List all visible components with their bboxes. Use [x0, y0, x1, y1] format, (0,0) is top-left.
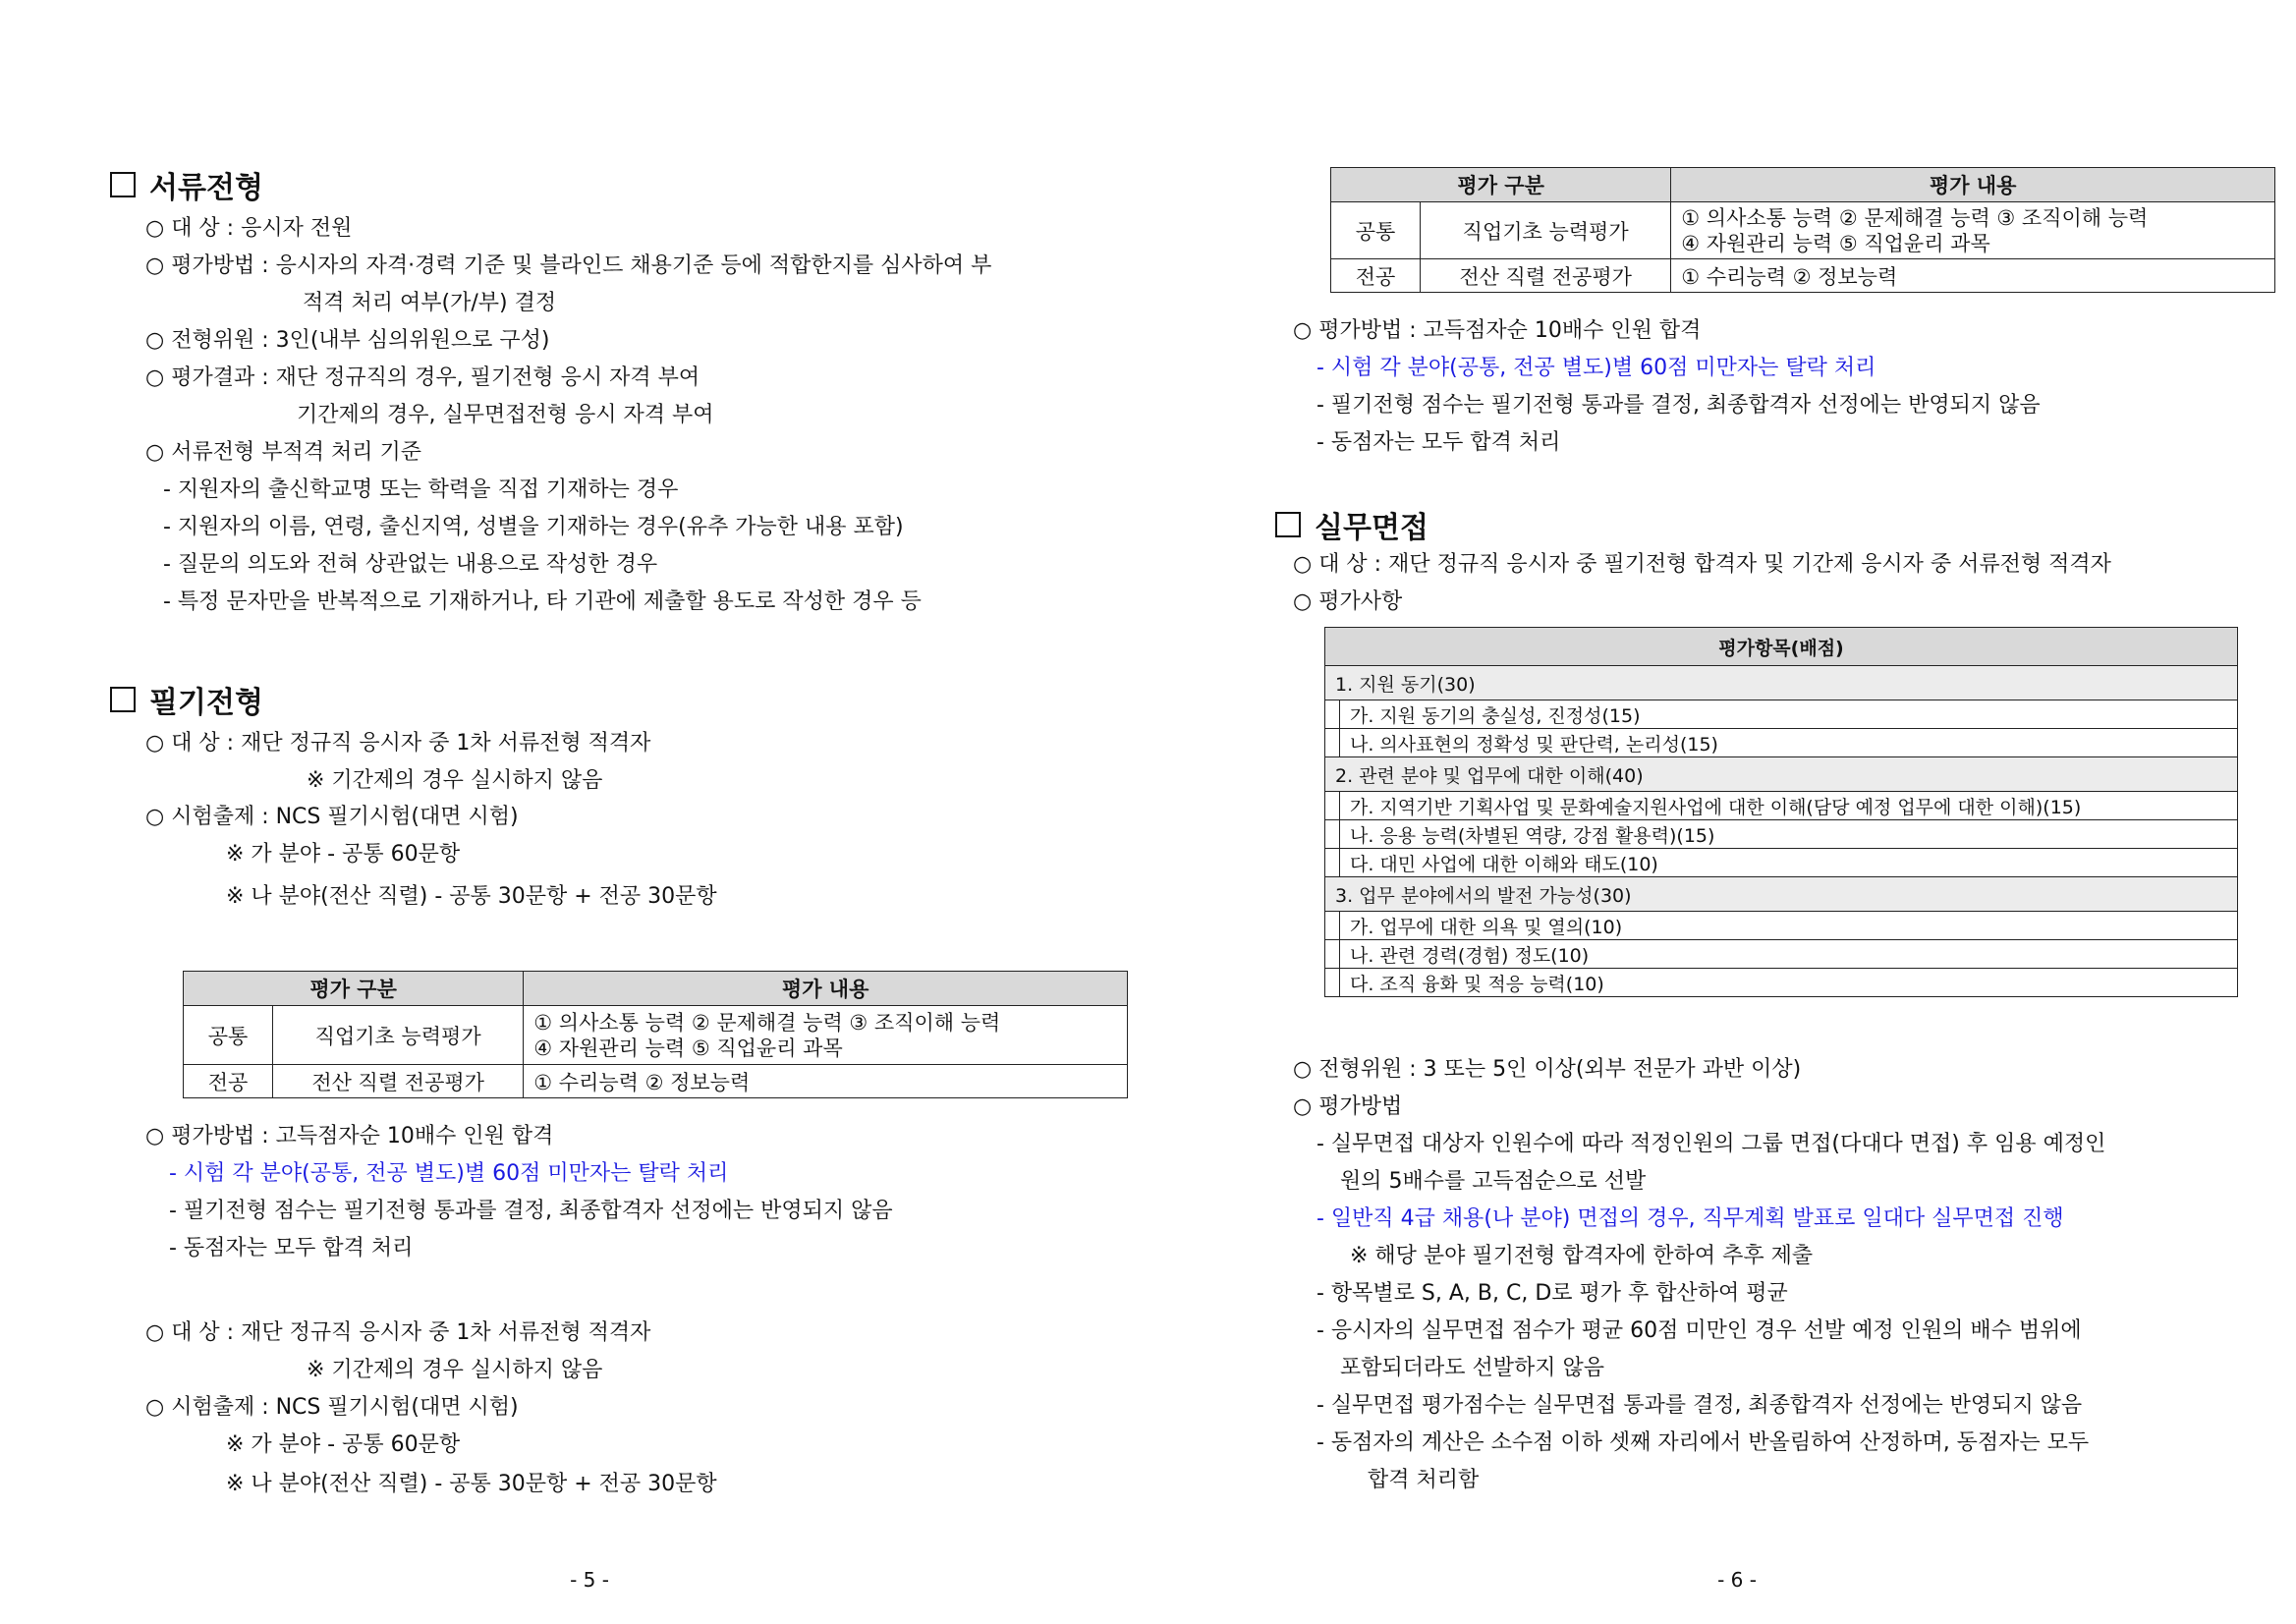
text-line: ○ 시험출제 : NCS 필기시험(대면 시험) [145, 1395, 519, 1420]
category-row: 3. 업무 분야에서의 발전 가능성(30) [1325, 877, 2238, 912]
page-number: - 5 - [570, 1568, 609, 1592]
checkbox-icon [110, 172, 136, 197]
text-line: 적격 처리 여부(가/부) 결정 [303, 291, 557, 315]
text-line: ○ 평가방법 : 응시자의 자격·경력 기준 및 블라인드 채용기준 등에 적합한지를 심사하여 부 [145, 253, 992, 278]
text-line: ○ 평가사항 [1293, 589, 1403, 614]
dash-line-continued: 포함되더라도 선발하지 않음 [1340, 1356, 1605, 1380]
indent-cell [1325, 940, 1340, 969]
section-title: 실무면접 [1315, 511, 1428, 545]
text-line: ○ 평가방법 : 고득점자순 10배수 인원 합격 [145, 1124, 554, 1148]
item-row: 나. 관련 경력(경험) 정도(10) [1340, 940, 2238, 969]
evaluation-table [1330, 167, 2275, 293]
dash-line: - 지원자의 출신학교명 또는 학력을 직접 기재하는 경우 [163, 477, 679, 502]
note-line: ※ 기간제의 경우 실시하지 않음 [307, 768, 603, 793]
section-heading-written-test [110, 678, 263, 721]
category-row: 2. 관련 분야 및 업무에 대한 이해(40) [1325, 757, 2238, 792]
table-cell: 직업기초 능력평가 [1421, 202, 1671, 259]
text-line: ○ 대 상 : 재단 정규직 응시자 중 1차 서류전형 적격자 [145, 731, 651, 756]
cell-line: ④ 자원관리 능력 ⑤ 직업윤리 과목 [533, 1036, 843, 1060]
evaluation-items-table [1324, 627, 2238, 997]
text-line: ○ 대 상 : 재단 정규직 응시자 중 1차 서류전형 적격자 [145, 1320, 651, 1345]
note-line: ※ 기간제의 경우 실시하지 않음 [307, 1358, 603, 1382]
table-cell [524, 1006, 1128, 1065]
category-row: 1. 지원 동기(30) [1325, 666, 2238, 700]
table-cell: 전산 직렬 전공평가 [273, 1065, 524, 1098]
text-line: ○ 서류전형 부적격 처리 기준 [145, 440, 421, 465]
indent-cell [1325, 792, 1340, 820]
indent-cell [1325, 729, 1340, 757]
table-cell: 공통 [1331, 202, 1421, 259]
dash-line: - 실무면접 평가점수는 실무면접 통과를 결정, 최종합격자 선정에는 반영되지 않음 [1316, 1393, 2083, 1418]
table-cell: 전공 [1331, 259, 1421, 293]
table-cell [1671, 202, 2275, 259]
item-row: 나. 의사표현의 정확성 및 판단력, 논리성(15) [1340, 729, 2238, 757]
table-header: 평가 내용 [524, 972, 1128, 1006]
text-line: ○ 시험출제 : NCS 필기시험(대면 시험) [145, 805, 519, 829]
dash-line: - 동점자의 계산은 소수점 이하 셋째 자리에서 반올림하여 산정하며, 동점자는 모두 [1316, 1430, 2090, 1455]
indent-cell [1325, 820, 1340, 849]
table-cell: 직업기초 능력평가 [273, 1006, 524, 1065]
indent-cell [1325, 969, 1340, 997]
evaluation-table [183, 971, 1128, 1098]
table-cell: 전산 직렬 전공평가 [1421, 259, 1671, 293]
table-header: 평가 구분 [1331, 168, 1671, 202]
dash-line: - 질문의 의도와 전혀 상관없는 내용으로 작성한 경우 [163, 552, 658, 577]
note-line: ※ 가 분야 - 공통 60문항 [226, 842, 461, 867]
text-line: ○ 전형위원 : 3인(내부 심의위원으로 구성) [145, 328, 550, 353]
item-row: 가. 지원 동기의 충실성, 진정성(15) [1340, 700, 2238, 729]
dash-line-continued: 합격 처리함 [1368, 1468, 1480, 1492]
indent-cell [1325, 700, 1340, 729]
page-number: - 6 - [1717, 1568, 1757, 1592]
text-line: ○ 대 상 : 응시자 전원 [145, 216, 353, 241]
note-line: ※ 가 분야 - 공통 60문항 [226, 1432, 461, 1457]
cell-line: ① 의사소통 능력 ② 문제해결 능력 ③ 조직이해 능력 [533, 1010, 1001, 1035]
dash-line: - 응시자의 실무면접 점수가 평균 60점 미만인 경우 선발 예정 인원의 배수 범위에 [1316, 1318, 2082, 1343]
section-heading-document-screening [110, 163, 263, 206]
item-row: 가. 지역기반 기획사업 및 문화예술지원사업에 대한 이해(담당 예정 업무에 대한 이해)(15) [1340, 792, 2238, 820]
table-cell: ① 수리능력 ② 정보능력 [524, 1065, 1128, 1098]
text-line: 기간제의 경우, 실무면접전형 응시 자격 부여 [297, 403, 714, 427]
text-line: ○ 대 상 : 재단 정규직 응시자 중 필기전형 합격자 및 기간제 응시자 중 서류전형 적격자 [1293, 552, 2111, 577]
text-line: ○ 평가방법 : 고득점자순 10배수 인원 합격 [1293, 318, 1702, 343]
item-row: 다. 조직 융화 및 적응 능력(10) [1340, 969, 2238, 997]
table-cell: ① 수리능력 ② 정보능력 [1671, 259, 2275, 293]
note-line: ※ 해당 분야 필기전형 합격자에 한하여 추후 제출 [1350, 1244, 1814, 1268]
indent-cell [1325, 912, 1340, 940]
dash-line: - 특정 문자만을 반복적으로 기재하거나, 타 기관에 제출할 용도로 작성한 경우 등 [163, 589, 922, 614]
table-header: 평가항목(배점) [1325, 628, 2238, 666]
table-header: 평가 구분 [184, 972, 524, 1006]
section-title: 필기전형 [149, 686, 263, 720]
text-line: ○ 평가결과 : 재단 정규직의 경우, 필기전형 응시 자격 부여 [145, 365, 700, 390]
dash-line: - 항목별로 S, A, B, C, D로 평가 후 합산하여 평균 [1316, 1281, 1788, 1306]
dash-line: - 동점자는 모두 합격 처리 [1316, 430, 1561, 455]
indent-cell [1325, 849, 1340, 877]
section-title: 서류전형 [149, 171, 263, 205]
cell-line: ① 의사소통 능력 ② 문제해결 능력 ③ 조직이해 능력 [1681, 205, 2149, 230]
dash-line: - 실무면접 대상자 인원수에 따라 적정인원의 그룹 면접(다대다 면접) 후 임용 예정인 [1316, 1132, 2106, 1156]
dash-line-continued: 원의 5배수를 고득점순으로 선발 [1340, 1169, 1647, 1194]
item-row: 다. 대민 사업에 대한 이해와 태도(10) [1340, 849, 2238, 877]
dash-line-highlight: - 시험 각 분야(공통, 전공 별도)별 60점 미만자는 탈락 처리 [169, 1161, 729, 1186]
dash-line: - 필기전형 점수는 필기전형 통과를 결정, 최종합격자 선정에는 반영되지 않음 [1316, 393, 2041, 418]
table-cell: 공통 [184, 1006, 273, 1065]
note-line: ※ 나 분야(전산 직렬) - 공통 30문항 + 전공 30문항 [226, 884, 717, 909]
text-line: ○ 평가방법 [1293, 1094, 1403, 1119]
right-page [1148, 0, 2296, 1624]
dash-line-highlight: - 시험 각 분야(공통, 전공 별도)별 60점 미만자는 탈락 처리 [1316, 356, 1876, 380]
item-row: 나. 응용 능력(차별된 역량, 강점 활용력)(15) [1340, 820, 2238, 849]
dash-line: - 필기전형 점수는 필기전형 통과를 결정, 최종합격자 선정에는 반영되지 않음 [169, 1199, 893, 1223]
table-header: 평가 내용 [1671, 168, 2275, 202]
checkbox-icon [1275, 512, 1301, 537]
cell-line: ④ 자원관리 능력 ⑤ 직업윤리 과목 [1681, 231, 1990, 255]
note-line: ※ 나 분야(전산 직렬) - 공통 30문항 + 전공 30문항 [226, 1472, 717, 1496]
table-cell: 전공 [184, 1065, 273, 1098]
dash-line-highlight: - 일반직 4급 채용(나 분야) 면접의 경우, 직무계획 발표로 일대다 실무면접 진행 [1316, 1206, 2064, 1231]
item-row: 가. 업무에 대한 의욕 및 열의(10) [1340, 912, 2238, 940]
dash-line: - 지원자의 이름, 연령, 출신지역, 성별을 기재하는 경우(유추 가능한 내용 포함) [163, 515, 904, 539]
dash-line: - 동점자는 모두 합격 처리 [169, 1236, 414, 1260]
checkbox-icon [110, 687, 136, 712]
text-line: ○ 전형위원 : 3 또는 5인 이상(외부 전문가 과반 이상) [1293, 1057, 1802, 1082]
section-heading-interview [1275, 503, 1428, 546]
